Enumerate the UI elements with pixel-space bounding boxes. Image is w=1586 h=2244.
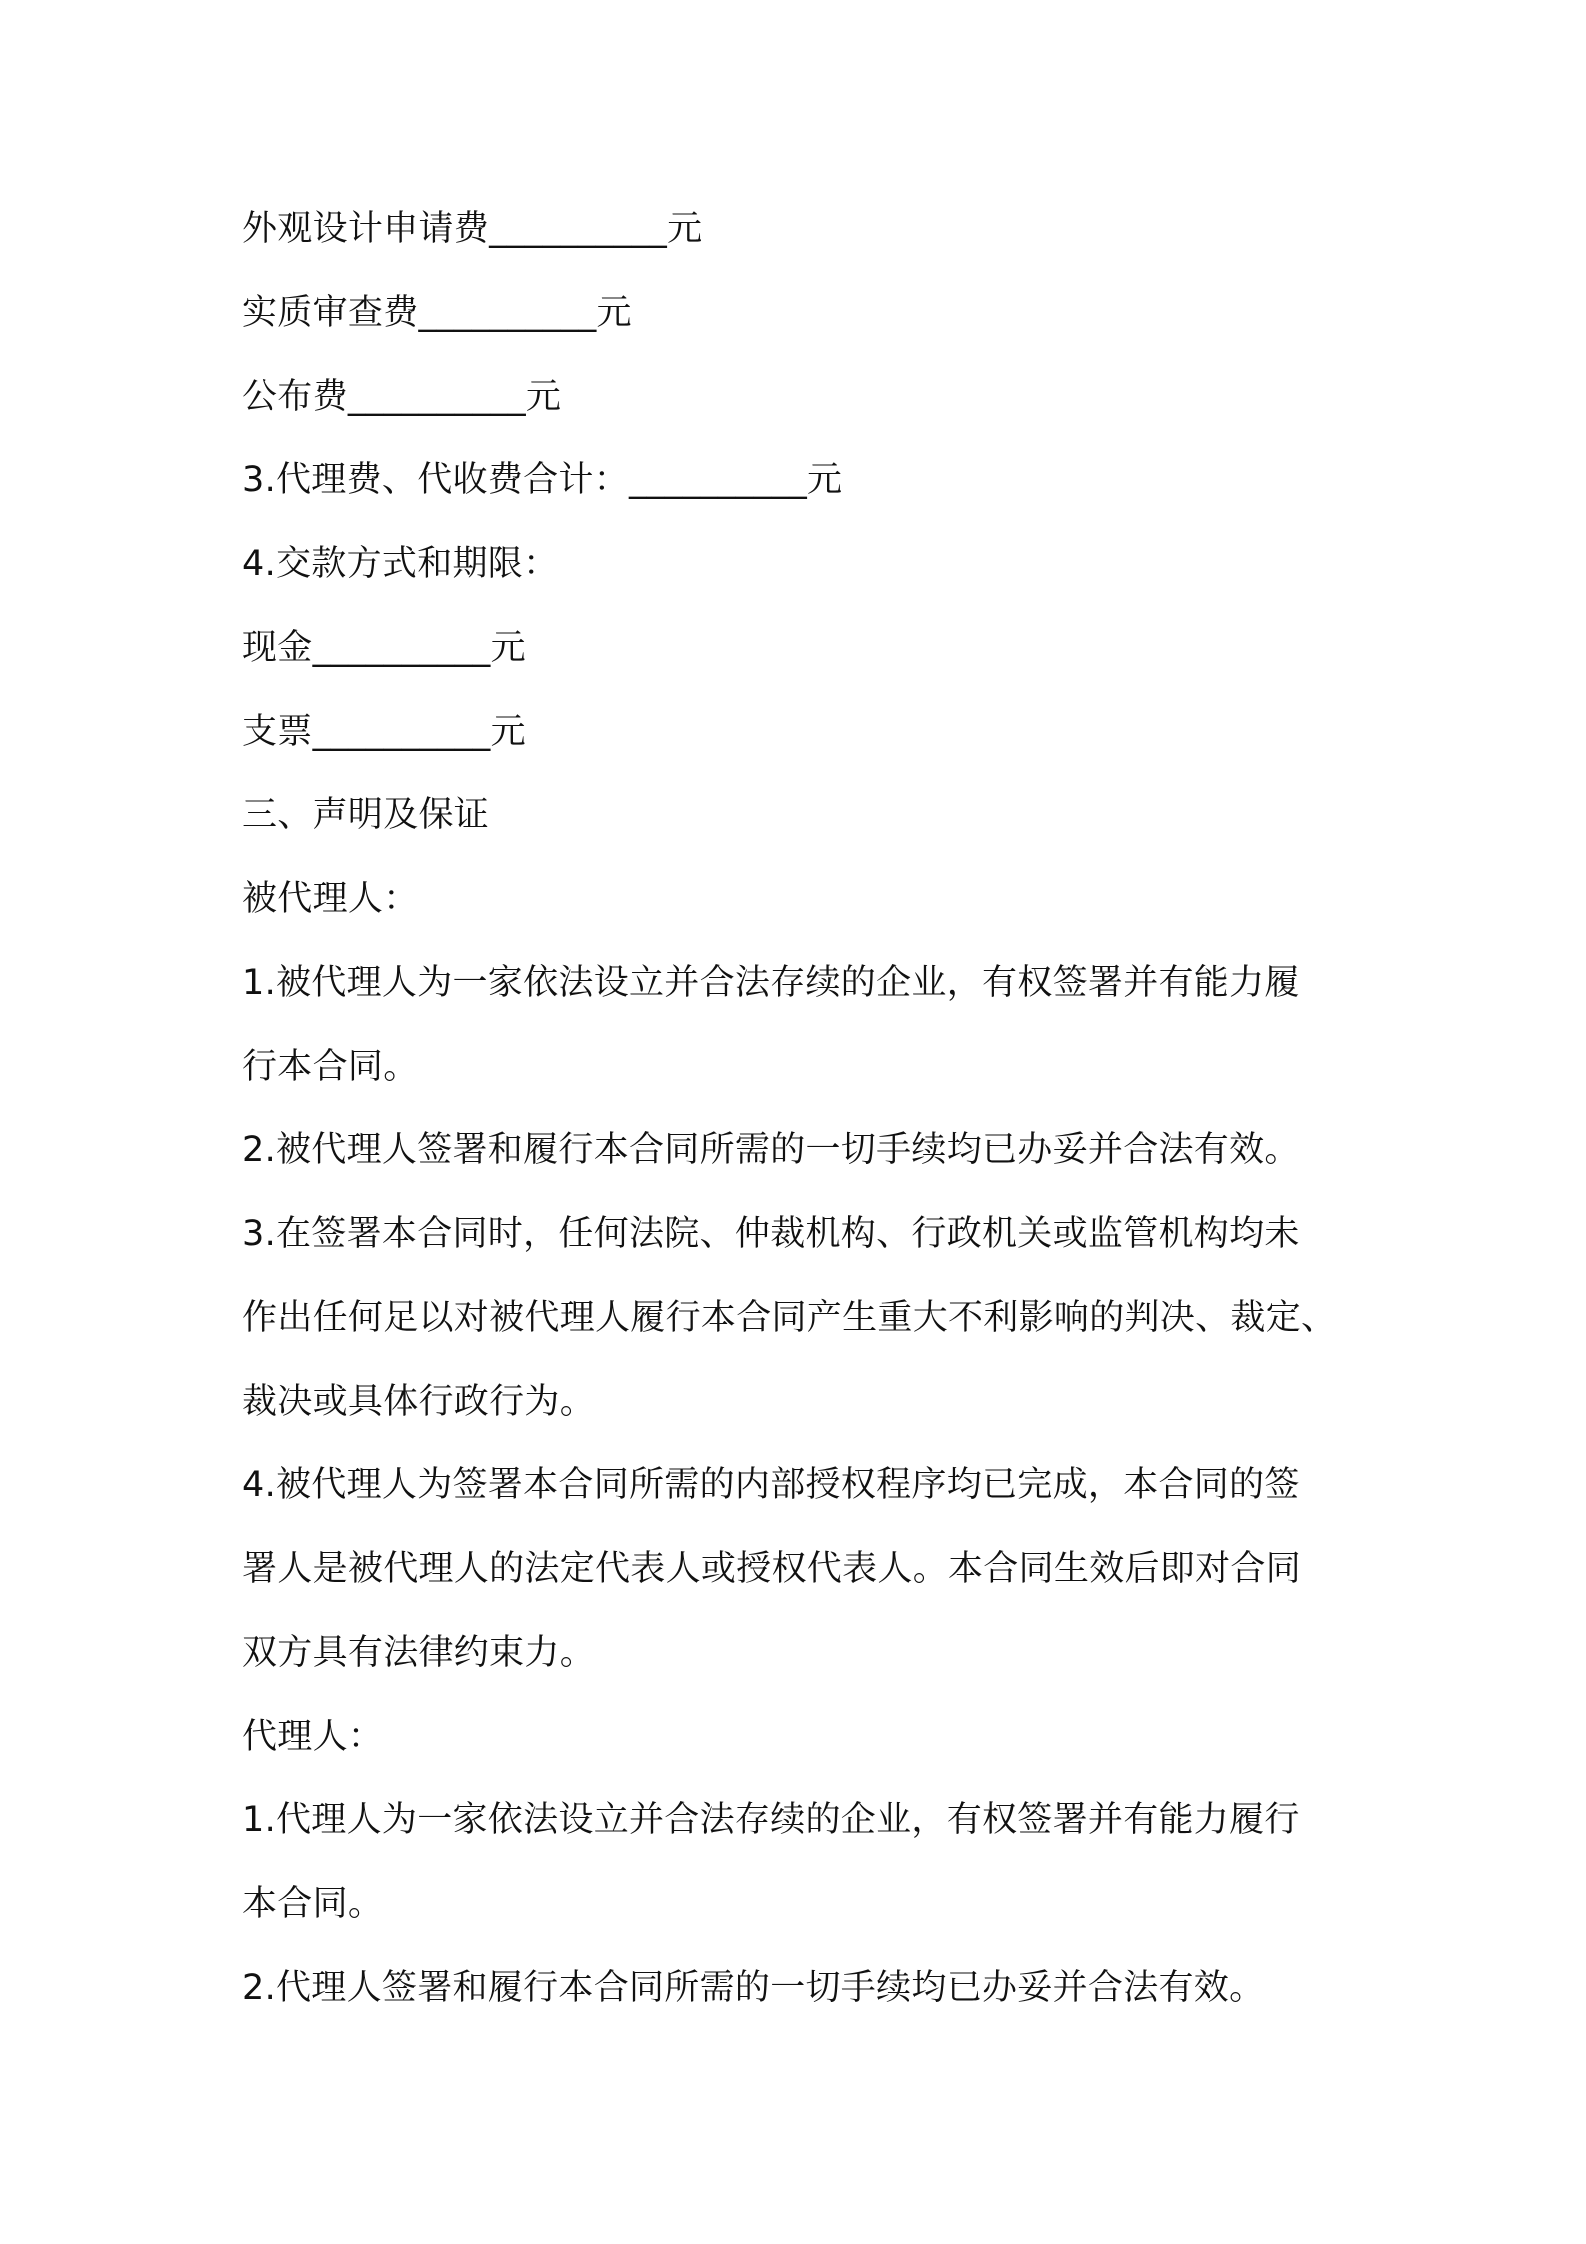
total-fee-line: 3.代理费、代收费合计：__________元 (242, 460, 843, 500)
agent-clause-2: 2.代理人签署和履行本合同所需的一切手续均已办妥并合法有效。 (242, 1968, 1265, 2008)
principal-clause-3a: 3.在签署本合同时，任何法院、仲裁机构、行政机关或监管机构均未 (242, 1214, 1300, 1254)
principal-clause-3c: 裁决或具体行政行为。 (242, 1382, 596, 1422)
principal-clause-1a: 1.被代理人为一家依法设立并合法存续的企业，有权签署并有能力履 (242, 963, 1300, 1003)
principal-clause-1b: 行本合同。 (242, 1047, 419, 1087)
section-heading-declarations: 三、声明及保证 (242, 795, 490, 835)
fee-substantive-examination: 实质审查费__________元 (242, 293, 632, 333)
principal-clause-4b: 署人是被代理人的法定代表人或授权代表人。本合同生效后即对合同 (242, 1549, 1302, 1589)
fee-design-application: 外观设计申请费__________元 (242, 209, 703, 249)
agent-clause-1a: 1.代理人为一家依法设立并合法存续的企业，有权签署并有能力履行 (242, 1800, 1300, 1840)
principal-clause-2: 2.被代理人签署和履行本合同所需的一切手续均已办妥并合法有效。 (242, 1130, 1300, 1170)
payment-method-heading: 4.交款方式和期限： (242, 544, 559, 584)
principal-clause-4c: 双方具有法律约束力。 (242, 1633, 596, 1673)
agent-heading: 代理人： (242, 1717, 384, 1757)
principal-heading: 被代理人： (242, 879, 419, 919)
agent-clause-1b: 本合同。 (242, 1884, 384, 1924)
fee-publication: 公布费__________元 (242, 377, 562, 417)
principal-clause-3b: 作出任何足以对被代理人履行本合同产生重大不利影响的判决、裁定、 (242, 1298, 1337, 1338)
payment-check: 支票__________元 (242, 712, 526, 752)
payment-cash: 现金__________元 (242, 628, 526, 668)
principal-clause-4a: 4.被代理人为签署本合同所需的内部授权程序均已完成，本合同的签 (242, 1465, 1300, 1505)
